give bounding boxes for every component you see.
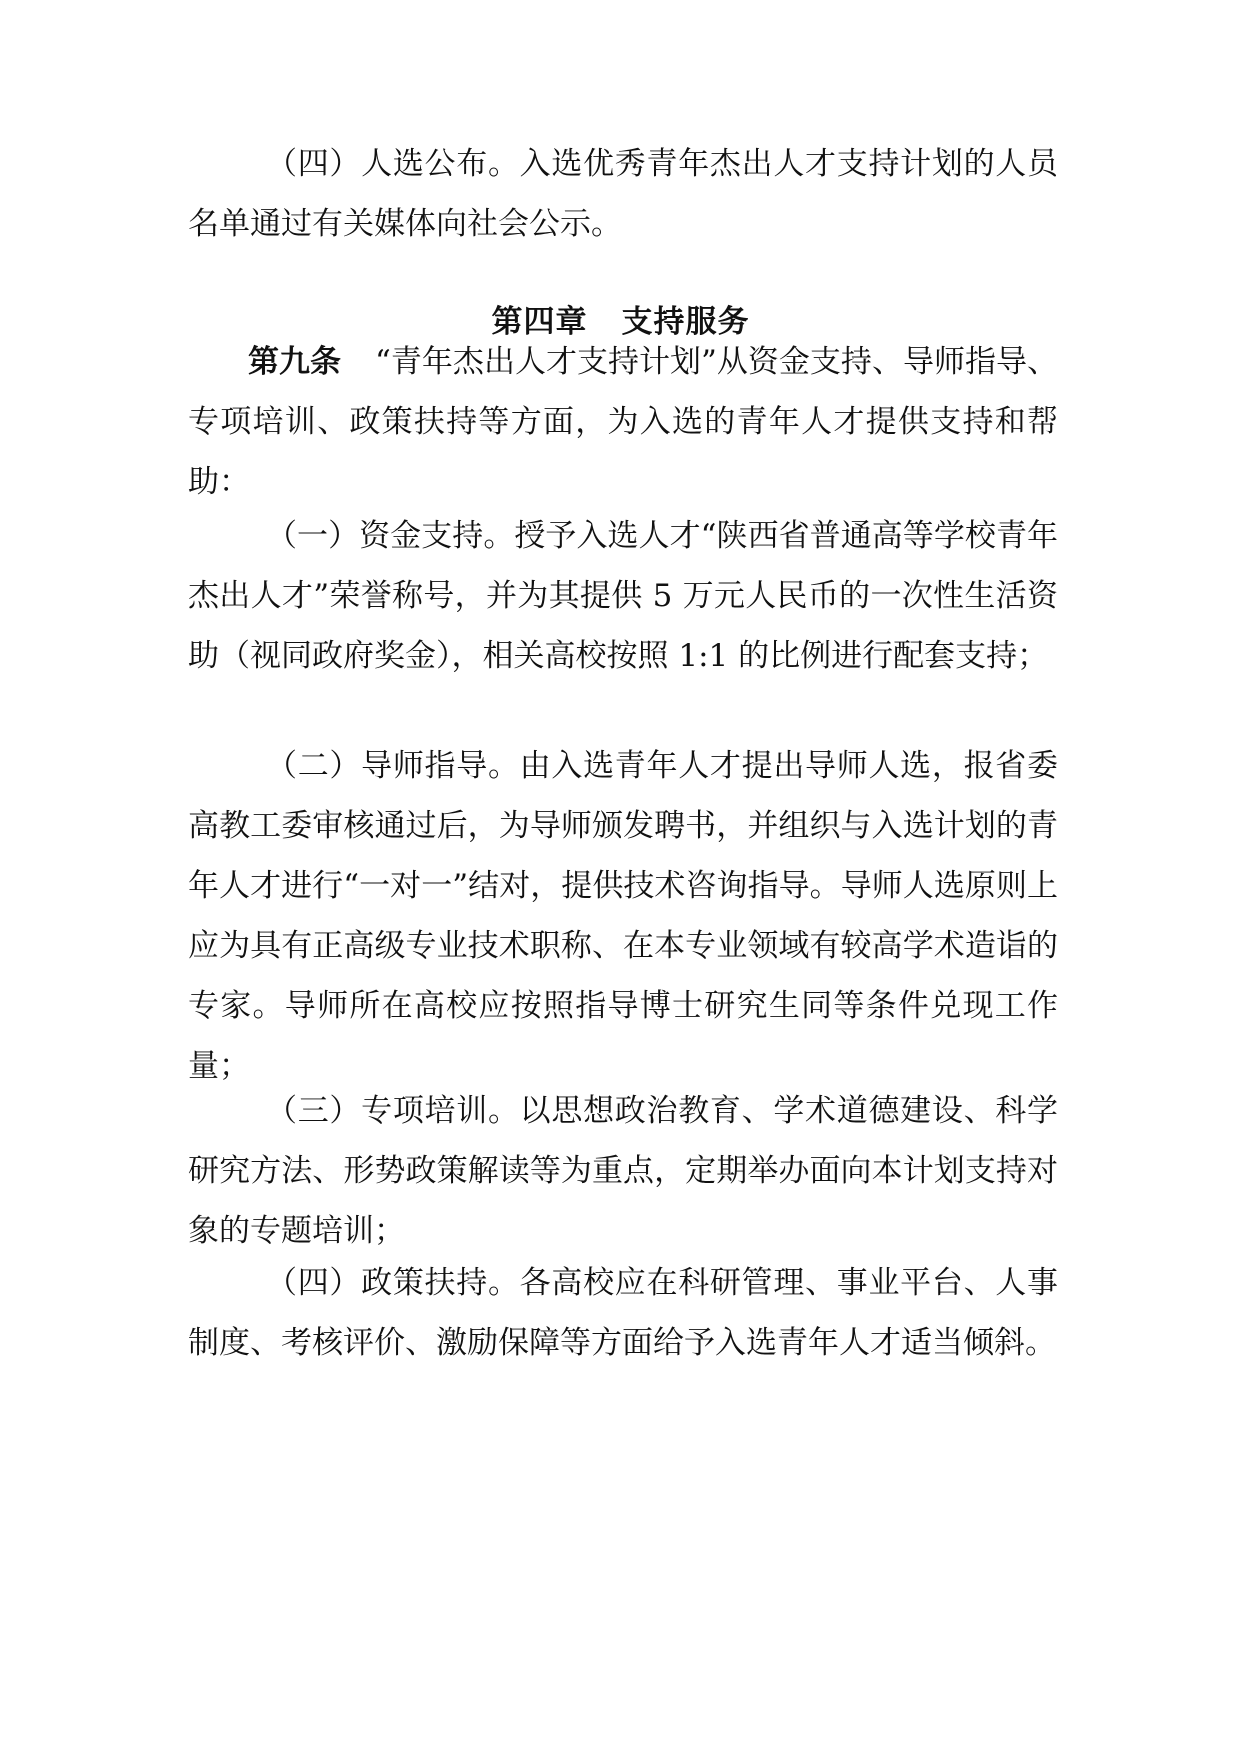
paragraph-candidate-announcement: （四）人选公布。入选优秀青年杰出人才支持计划的人员名单通过有关媒体向社会公示。 <box>188 146 1058 242</box>
article-label: 第九条 <box>248 344 342 380</box>
paragraph-mentor-guidance: （二）导师指导。由入选青年人才提出导师人选，报省委高教工委审核通过后，为导师颁发聘书，并组织与入选计划的青年人才进行“一对一”结对，提供技术咨询指导。导师人选原则上应为具有正高级专业技术职称、在本专业领域有较高学术造诣的专家。导师所在高校应按照指导博士研究生同等条件兑现工作量； <box>188 748 1058 1084</box>
article-nine <box>188 332 1058 512</box>
paragraph-funding-support: （一）资金支持。授予入选人才“陕西省普通高等学校青年杰出人才”荣誉称号，并为其提供 5 万元人民币的一次性生活资助（视同政府奖金），相关高校按照 1:1 的比例进行配套支持； <box>188 518 1058 674</box>
paragraph-policy-support: （四）政策扶持。各高校应在科研管理、事业平台、人事制度、考核评价、激励保障等方面给予入选青年人才适当倾斜。 <box>188 1265 1058 1361</box>
article-text: “青年杰出人才支持计划”从资金支持、导师指导、专项培训、政策扶持等方面，为入选的青年人才提供支持和帮助： <box>188 344 1059 500</box>
paragraph-special-training: （三）专项培训。以思想政治教育、学术道德建设、科学研究方法、形势政策解读等为重点，定期举办面向本计划支持对象的专题培训； <box>188 1093 1058 1249</box>
chapter-number: 第四章 <box>491 304 588 340</box>
chapter-title: 支持服务 <box>621 304 750 340</box>
